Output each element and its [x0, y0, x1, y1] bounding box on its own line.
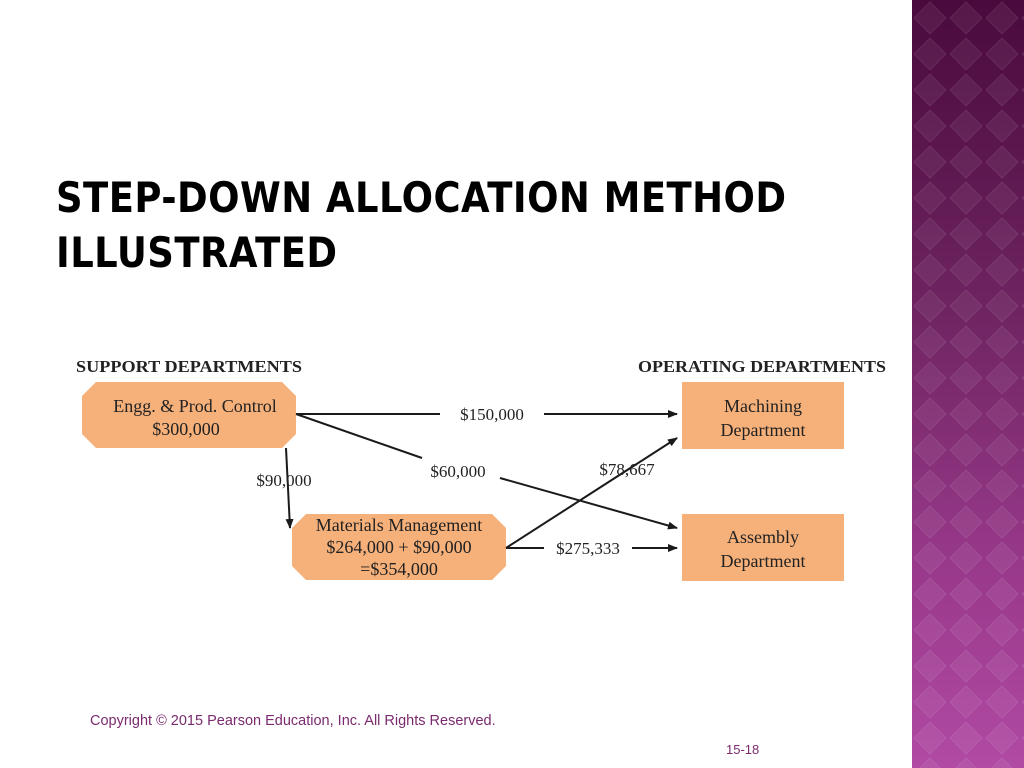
diamond-pattern-icon [912, 0, 1024, 768]
flow-label-engg-to-materials: $90,000 [256, 471, 312, 490]
support-departments-heading: SUPPORT DEPARTMENTS [76, 357, 302, 376]
slide-number: 15-18 [726, 742, 760, 757]
assembly-box-line1: Assembly [727, 527, 799, 547]
title-line-1: STEP-DOWN ALLOCATION METHOD [56, 173, 787, 222]
engg-box-name: Engg. & Prod. Control [113, 396, 277, 416]
flow-label-engg-to-assembly: $60,000 [430, 462, 486, 481]
arrow-engg-to-assembly-upper [296, 414, 422, 458]
title-line-2: ILLUSTRATED [56, 228, 338, 277]
flow-label-engg-to-machining: $150,000 [460, 405, 524, 424]
machining-box-line2: Department [720, 420, 806, 440]
arrow-engg-to-assembly-lower [500, 478, 677, 528]
arrow-materials-to-machining [506, 438, 677, 548]
decorative-sidebar [912, 0, 1024, 768]
copyright-notice: Copyright © 2015 Pearson Education, Inc. All Rights Reserved. [90, 713, 496, 729]
flow-label-materials-to-machining: $78,667 [599, 460, 655, 479]
materials-box-total: =$354,000 [360, 559, 438, 579]
assembly-box-line2: Department [720, 551, 806, 571]
operating-departments-heading: OPERATING DEPARTMENTS [638, 357, 886, 376]
materials-box-name: Materials Management [315, 515, 483, 535]
flow-label-materials-to-assembly: $275,333 [556, 539, 620, 558]
machining-box-line1: Machining [724, 396, 802, 416]
engg-box-amount: $300,000 [152, 419, 220, 439]
materials-box-amount: $264,000 + $90,000 [326, 537, 472, 557]
